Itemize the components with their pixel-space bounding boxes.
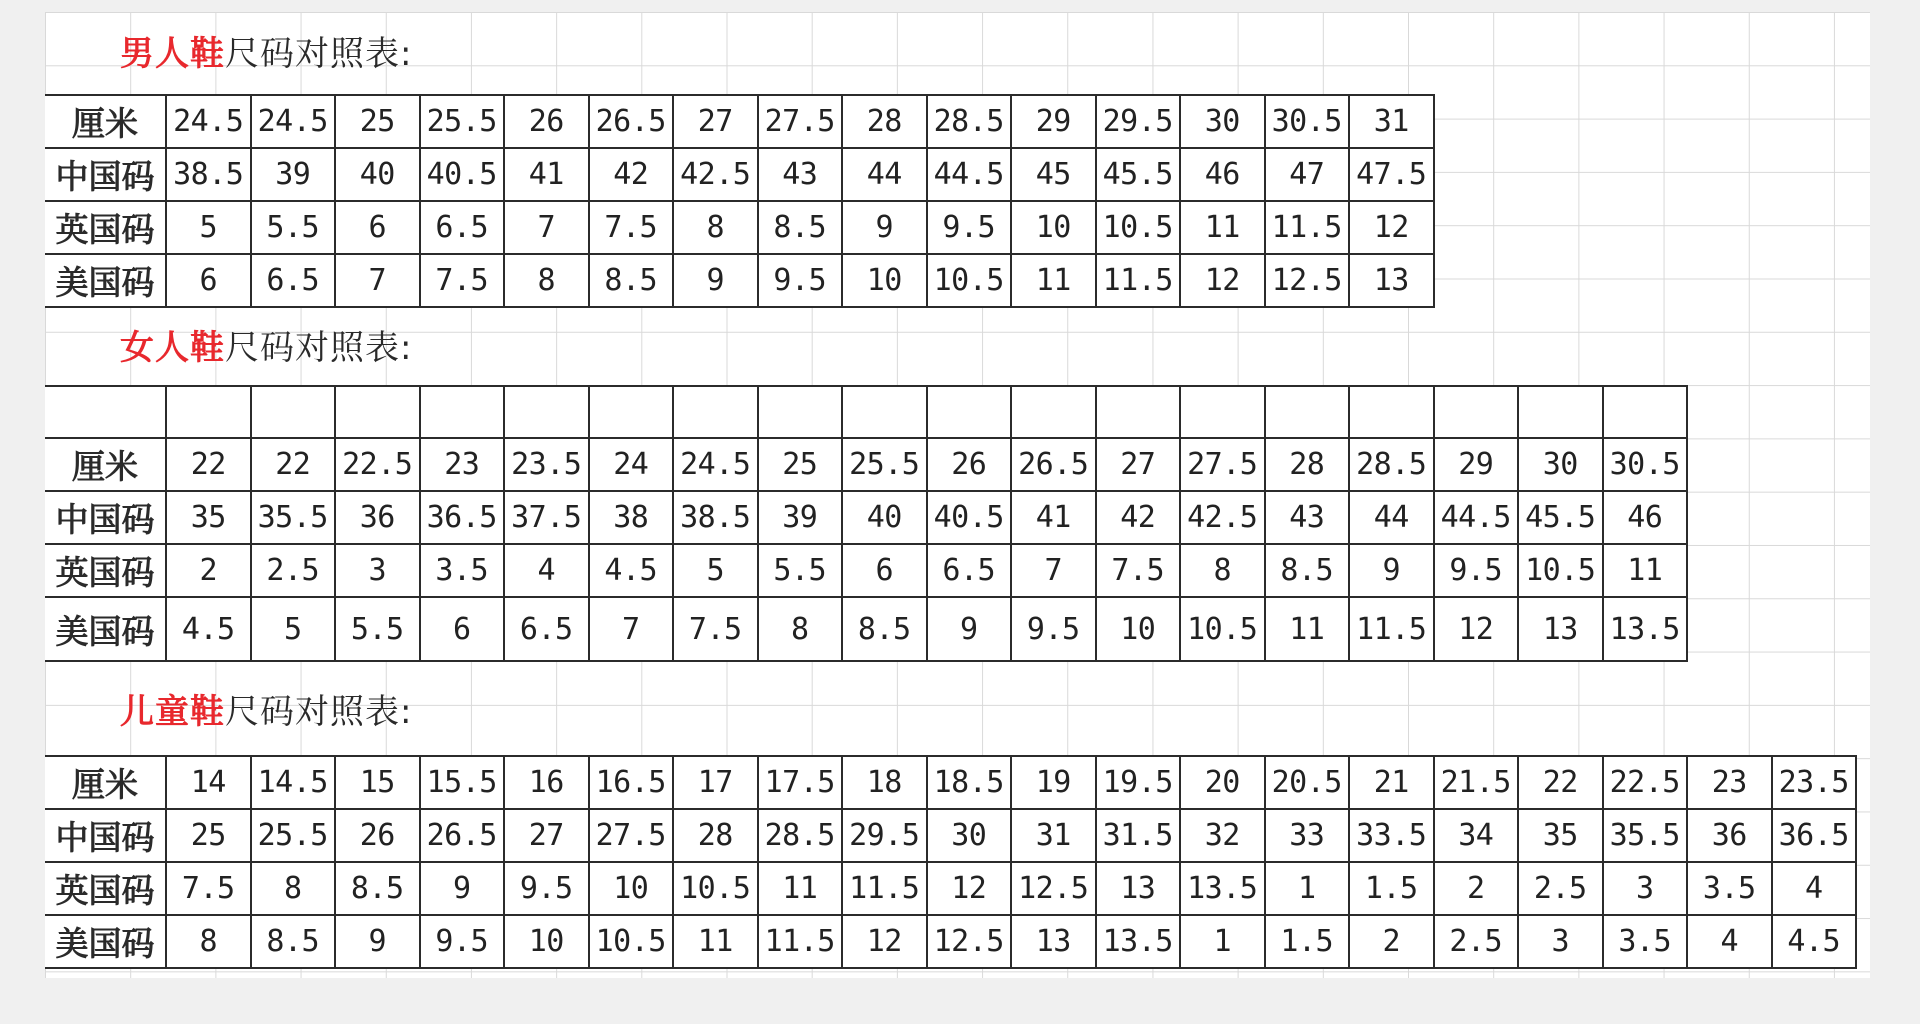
size-cell: 8 [251,862,336,915]
size-cell [251,386,336,438]
size-cell: 41 [1011,491,1096,544]
size-cell: 10.5 [673,862,758,915]
size-cell: 44 [842,148,927,201]
size-cell: 30 [927,809,1012,862]
size-cell: 39 [758,491,843,544]
size-cell: 30.5 [1265,95,1350,148]
size-cell: 28.5 [758,809,843,862]
size-cell: 17 [673,756,758,809]
size-cell: 29.5 [842,809,927,862]
size-cell: 28.5 [927,95,1012,148]
size-cell: 26 [927,438,1012,491]
size-cell: 7 [504,201,589,254]
size-cell: 24.5 [166,95,251,148]
size-cell: 25.5 [842,438,927,491]
size-cell [504,386,589,438]
size-cell: 5 [673,544,758,597]
table-row [45,438,1687,491]
size-cell [1180,386,1265,438]
table-row [45,809,1856,862]
size-cell: 31 [1349,95,1434,148]
size-cell: 29 [1434,438,1519,491]
size-cell: 42 [1096,491,1181,544]
size-cell: 9 [673,254,758,307]
size-cell: 5 [251,597,336,661]
size-cell: 30.5 [1603,438,1688,491]
size-cell: 8 [166,915,251,968]
size-cell: 10 [1011,201,1096,254]
size-cell: 36 [1687,809,1772,862]
size-cell: 22 [251,438,336,491]
size-cell: 45.5 [1096,148,1181,201]
women-title-text: 尺码对照表: [225,328,413,368]
size-cell: 6.5 [420,201,505,254]
size-cell: 14 [166,756,251,809]
size-cell: 35.5 [1603,809,1688,862]
size-cell [1265,386,1350,438]
size-cell: 3.5 [1687,862,1772,915]
size-cell: 28.5 [1349,438,1434,491]
size-cell: 40 [335,148,420,201]
size-cell: 11 [758,862,843,915]
men-size-chart-title [120,34,412,74]
size-cell: 36.5 [1772,809,1857,862]
size-cell: 20.5 [1265,756,1350,809]
size-cell: 6.5 [927,544,1012,597]
size-cell: 40.5 [420,148,505,201]
size-cell: 13.5 [1180,862,1265,915]
size-cell: 24 [589,438,674,491]
size-cell: 7.5 [166,862,251,915]
size-cell: 3 [335,544,420,597]
size-cell: 25.5 [420,95,505,148]
size-cell: 8 [1180,544,1265,597]
size-cell: 40.5 [927,491,1012,544]
size-cell: 45 [1011,148,1096,201]
size-cell: 32 [1180,809,1265,862]
size-cell: 11 [1603,544,1688,597]
size-cell: 8.5 [589,254,674,307]
size-cell: 6 [335,201,420,254]
size-cell: 35.5 [251,491,336,544]
size-cell [335,386,420,438]
row-label: 厘米 [45,756,166,809]
size-cell: 11 [1011,254,1096,307]
size-cell [1096,386,1181,438]
size-cell: 22.5 [335,438,420,491]
size-cell: 23.5 [504,438,589,491]
size-cell: 8.5 [251,915,336,968]
size-cell: 7 [335,254,420,307]
size-cell: 12 [1349,201,1434,254]
size-cell [1603,386,1688,438]
size-cell: 8 [504,254,589,307]
size-cell: 9.5 [504,862,589,915]
men-title-text: 尺码对照表: [225,34,413,74]
size-cell: 31 [1011,809,1096,862]
size-cell: 5.5 [251,201,336,254]
size-cell: 7.5 [673,597,758,661]
size-cell: 40 [842,491,927,544]
size-cell: 34 [1434,809,1519,862]
size-cell: 8.5 [335,862,420,915]
row-label: 美国码 [45,915,166,968]
table-row [45,254,1434,307]
table-row [45,201,1434,254]
size-cell: 27.5 [758,95,843,148]
size-cell: 4.5 [166,597,251,661]
size-cell: 21 [1349,756,1434,809]
size-cell: 13.5 [1096,915,1181,968]
size-cell: 11.5 [758,915,843,968]
size-cell: 31.5 [1096,809,1181,862]
size-cell: 29.5 [1096,95,1181,148]
size-cell: 19.5 [1096,756,1181,809]
kids-size-chart-title [120,692,412,732]
size-cell: 26 [504,95,589,148]
size-cell: 13 [1096,862,1181,915]
size-cell: 9.5 [1434,544,1519,597]
size-cell: 22 [166,438,251,491]
size-cell: 2 [1434,862,1519,915]
size-cell [420,386,505,438]
size-cell: 28 [1265,438,1350,491]
row-label: 英国码 [45,201,166,254]
size-cell: 24.5 [251,95,336,148]
row-label: 美国码 [45,597,166,661]
kids-title-text: 尺码对照表: [225,692,413,732]
size-cell: 28 [673,809,758,862]
size-cell: 26.5 [1011,438,1096,491]
size-cell: 30 [1518,438,1603,491]
size-cell: 5 [166,201,251,254]
row-label: 中国码 [45,809,166,862]
size-cell: 9 [1349,544,1434,597]
size-cell [1011,386,1096,438]
size-cell: 27 [1096,438,1181,491]
size-cell: 43 [1265,491,1350,544]
size-cell: 9.5 [758,254,843,307]
size-cell: 12 [842,915,927,968]
size-cell: 12 [927,862,1012,915]
size-cell: 12 [1434,597,1519,661]
men-title-highlight: 男人鞋 [120,34,225,74]
size-cell [842,386,927,438]
size-cell: 12.5 [1265,254,1350,307]
size-cell: 11.5 [1096,254,1181,307]
size-cell: 11 [673,915,758,968]
size-cell: 9 [927,597,1012,661]
size-cell: 9 [335,915,420,968]
row-label: 中国码 [45,491,166,544]
size-cell: 38.5 [673,491,758,544]
size-cell: 18.5 [927,756,1012,809]
size-cell: 10.5 [927,254,1012,307]
size-cell [1434,386,1519,438]
men-size-table [45,94,1435,308]
size-cell: 4.5 [589,544,674,597]
size-cell: 3.5 [420,544,505,597]
size-cell: 22 [1518,756,1603,809]
size-cell: 23.5 [1772,756,1857,809]
size-cell [1518,386,1603,438]
size-cell: 4 [1772,862,1857,915]
size-cell: 2.5 [1434,915,1519,968]
women-size-chart-title [120,328,412,368]
size-cell: 3.5 [1603,915,1688,968]
size-cell [589,386,674,438]
size-cell: 8 [758,597,843,661]
size-cell: 44 [1349,491,1434,544]
size-cell: 44.5 [927,148,1012,201]
size-cell: 7.5 [589,201,674,254]
size-cell: 10.5 [1096,201,1181,254]
size-cell: 47.5 [1349,148,1434,201]
size-cell: 11.5 [1265,201,1350,254]
size-cell: 23 [1687,756,1772,809]
size-cell: 11 [1180,201,1265,254]
women-title-highlight: 女人鞋 [120,328,225,368]
size-cell: 18 [842,756,927,809]
size-cell: 27 [673,95,758,148]
size-cell: 22.5 [1603,756,1688,809]
size-cell: 27.5 [1180,438,1265,491]
size-cell: 4 [1687,915,1772,968]
size-cell: 21.5 [1434,756,1519,809]
size-cell: 26 [335,809,420,862]
size-cell: 10 [1096,597,1181,661]
size-cell: 42 [589,148,674,201]
size-cell: 47 [1265,148,1350,201]
row-label: 中国码 [45,148,166,201]
size-cell: 1.5 [1349,862,1434,915]
size-cell: 25 [758,438,843,491]
size-cell: 12.5 [1011,862,1096,915]
table-row [45,915,1856,968]
table-row [45,544,1687,597]
size-cell: 9 [842,201,927,254]
size-cell: 42.5 [1180,491,1265,544]
size-cell: 38.5 [166,148,251,201]
size-cell: 44.5 [1434,491,1519,544]
size-cell: 9.5 [420,915,505,968]
size-cell: 46 [1180,148,1265,201]
size-cell [673,386,758,438]
size-cell: 10 [504,915,589,968]
size-cell: 7.5 [420,254,505,307]
kids-size-table [45,755,1857,969]
size-cell: 7.5 [1096,544,1181,597]
size-cell: 33 [1265,809,1350,862]
size-cell: 33.5 [1349,809,1434,862]
size-cell: 11.5 [842,862,927,915]
size-cell: 36 [335,491,420,544]
size-cell: 2.5 [251,544,336,597]
row-label: 厘米 [45,95,166,148]
size-cell: 1 [1180,915,1265,968]
row-label [45,386,166,438]
size-cell: 19 [1011,756,1096,809]
size-cell: 25 [166,809,251,862]
size-cell: 5.5 [335,597,420,661]
size-cell: 17.5 [758,756,843,809]
size-cell: 10.5 [589,915,674,968]
kids-title-highlight: 儿童鞋 [120,692,225,732]
size-cell: 15 [335,756,420,809]
size-cell: 43 [758,148,843,201]
row-label: 英国码 [45,544,166,597]
size-cell: 5.5 [758,544,843,597]
size-cell: 6.5 [504,597,589,661]
size-cell: 1 [1265,862,1350,915]
size-cell: 37.5 [504,491,589,544]
size-cell: 2 [166,544,251,597]
size-cell: 25 [335,95,420,148]
size-cell: 38 [589,491,674,544]
size-cell: 14.5 [251,756,336,809]
size-cell: 2 [1349,915,1434,968]
size-cell: 6 [166,254,251,307]
size-cell: 24.5 [673,438,758,491]
size-cell: 3 [1603,862,1688,915]
size-cell: 4 [504,544,589,597]
size-cell: 15.5 [420,756,505,809]
size-cell: 16 [504,756,589,809]
size-cell: 12 [1180,254,1265,307]
table-row [45,597,1687,661]
size-cell: 8.5 [842,597,927,661]
table-row [45,756,1856,809]
size-cell: 27.5 [589,809,674,862]
size-cell: 2.5 [1518,862,1603,915]
size-cell: 46 [1603,491,1688,544]
size-cell: 7 [1011,544,1096,597]
size-cell: 20 [1180,756,1265,809]
size-cell: 29 [1011,95,1096,148]
size-cell [758,386,843,438]
size-cell: 26.5 [420,809,505,862]
size-cell [927,386,1012,438]
size-cell: 9.5 [927,201,1012,254]
size-cell: 13 [1011,915,1096,968]
table-row [45,491,1687,544]
size-cell: 6 [420,597,505,661]
size-cell: 6.5 [251,254,336,307]
women-size-table [45,385,1688,662]
size-cell: 12.5 [927,915,1012,968]
size-cell: 13.5 [1603,597,1688,661]
size-cell: 7 [589,597,674,661]
size-cell: 26.5 [589,95,674,148]
size-cell: 13 [1518,597,1603,661]
table-row [45,862,1856,915]
size-cell: 39 [251,148,336,201]
size-cell: 28 [842,95,927,148]
size-cell: 27 [504,809,589,862]
size-cell: 11.5 [1349,597,1434,661]
size-cell: 36.5 [420,491,505,544]
size-cell [166,386,251,438]
size-cell: 10.5 [1180,597,1265,661]
size-cell: 4.5 [1772,915,1857,968]
size-cell: 9 [420,862,505,915]
size-cell: 30 [1180,95,1265,148]
size-cell: 42.5 [673,148,758,201]
size-cell: 11 [1265,597,1350,661]
row-label: 美国码 [45,254,166,307]
size-cell: 13 [1349,254,1434,307]
size-cell [1349,386,1434,438]
size-cell: 8.5 [1265,544,1350,597]
size-cell: 35 [1518,809,1603,862]
size-cell: 10 [589,862,674,915]
size-cell: 41 [504,148,589,201]
table-row [45,95,1434,148]
size-cell: 10.5 [1518,544,1603,597]
table-row [45,386,1687,438]
size-cell: 35 [166,491,251,544]
size-cell: 1.5 [1265,915,1350,968]
size-cell: 16.5 [589,756,674,809]
size-cell: 9.5 [1011,597,1096,661]
size-cell: 6 [842,544,927,597]
size-cell: 25.5 [251,809,336,862]
size-cell: 8 [673,201,758,254]
table-row [45,148,1434,201]
row-label: 厘米 [45,438,166,491]
row-label: 英国码 [45,862,166,915]
size-cell: 23 [420,438,505,491]
size-cell: 8.5 [758,201,843,254]
size-cell: 10 [842,254,927,307]
size-cell: 45.5 [1518,491,1603,544]
size-cell: 3 [1518,915,1603,968]
